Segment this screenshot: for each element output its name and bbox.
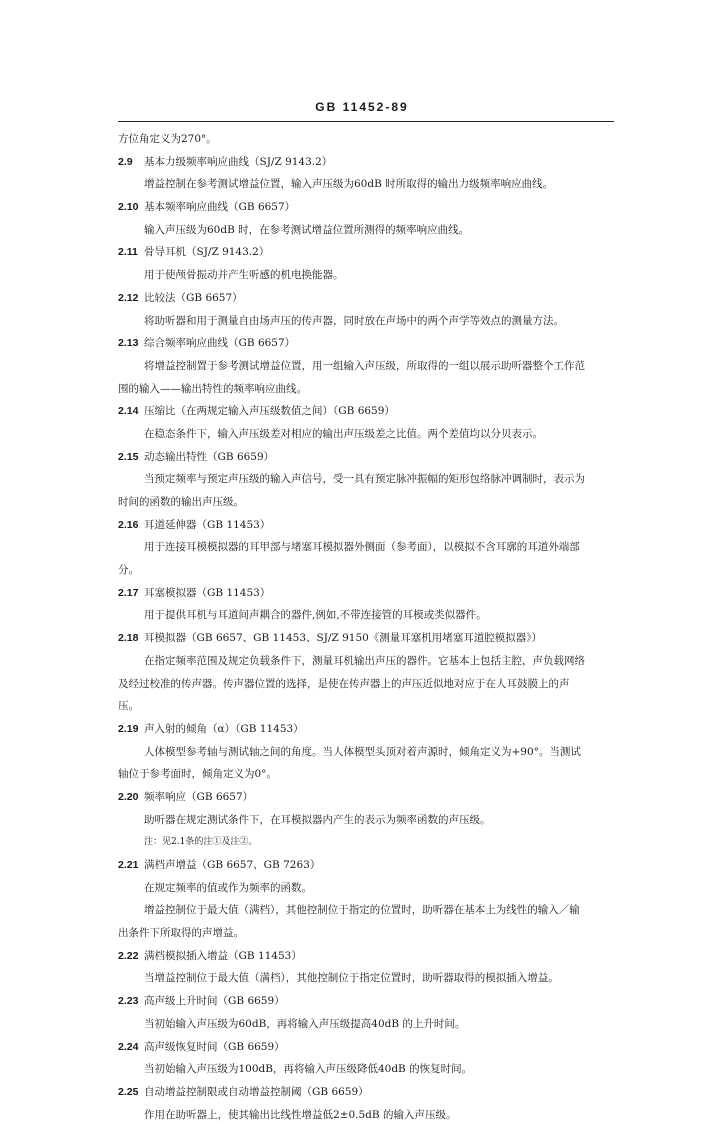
- clause-title: 自动增益控制限或自动增益控制阈（GB 6659）: [144, 1085, 369, 1098]
- header-rule: [118, 121, 614, 122]
- clause-heading: [118, 196, 614, 219]
- body-text-line: 轴位于参考面时，倾角定义为0°。: [118, 768, 277, 781]
- body-text-line: 人体模型参考轴与测试轴之间的角度。当人体模型头顶对着声源时，倾角定义为+90°。当测试: [144, 745, 581, 758]
- clause-title: 骨导耳机（SJ/Z 9143.2）: [144, 246, 270, 259]
- body-text-line: 及经过校准的传声器。传声器位置的选择，是使在传声器上的声压近似地对应于在人耳鼓膜上的声: [118, 677, 570, 690]
- clause-title: 高声级上升时间（GB 6659）: [144, 995, 285, 1008]
- body-text-line: 用于使颅骨振动并产生听感的机电换能器。: [144, 269, 344, 282]
- clause-title: 声入射的倾角（α）（GB 11453）: [144, 722, 304, 735]
- clause-number: 2.11: [118, 246, 138, 259]
- body-text-line: 在指定频率范围及规定负载条件下，测量耳机输出声压的器件。它基本上包括主腔，声负载网络: [144, 654, 585, 667]
- clause-heading: [118, 718, 614, 741]
- clause-heading: [118, 514, 614, 537]
- body-text-line: 围的输入——输出特性的频率响应曲线。: [118, 382, 307, 395]
- clause-heading: [118, 446, 614, 469]
- body-text-line: 增益控制在参考测试增益位置，输入声压级为60dB 时所取得的输出力级频率响应曲线。: [144, 178, 554, 191]
- body-text-line: 在规定频率的值或作为频率的函数。: [144, 881, 312, 894]
- clause-title: 基本力级频率响应曲线（SJ/Z 9143.2）: [144, 155, 333, 168]
- clause-title: 比较法（GB 6657）: [144, 291, 243, 304]
- body-text-line: 当初始输入声压级为100dB，再将输入声压级降低40dB 的恢复时间。: [144, 1063, 473, 1076]
- clause-number: 2.24: [118, 1040, 139, 1053]
- clause-heading: [118, 854, 614, 877]
- clause-heading: [118, 786, 614, 809]
- clause-number: 2.17: [118, 586, 139, 599]
- clause-heading: [118, 151, 614, 174]
- clause-number: 2.18: [118, 632, 139, 645]
- clause-heading: [118, 582, 614, 605]
- clause-number: 2.22: [118, 949, 139, 962]
- body-text-line: 助听器在规定测试条件下，在耳模拟器内产生的表示为频率函数的声压级。: [144, 813, 491, 826]
- clause-title: 满档声增益（GB 6657、GB 7263）: [144, 859, 321, 871]
- clause-heading: [118, 627, 614, 650]
- body-text-line: 方位角定义为270°。: [118, 133, 217, 145]
- clause-heading: [118, 400, 614, 423]
- clause-title: 综合频率响应曲线（GB 6657）: [144, 337, 296, 350]
- clause-title: 耳模拟器（GB 6657、GB 11453、SJ/Z 9150《测量耳塞机用堵塞耳道腔模拟器》）: [144, 632, 543, 645]
- clause-heading: [118, 990, 614, 1013]
- body-text-line: 当初始输入声压级为60dB，再将输入声压级提高40dB 的上升时间。: [144, 1017, 466, 1030]
- body-text-line: 用于提供耳机与耳道间声耦合的器件,例如,不带连接管的耳模或类似器件。: [144, 609, 487, 622]
- clause-number: 2.19: [118, 722, 139, 735]
- clause-title: 耳塞模拟器（GB 11453）: [144, 586, 271, 599]
- clause-title: 耳道延伸器（GB 11453）: [144, 518, 271, 531]
- body-text-line: 当预定频率与预定声压级的输入声信号，受一具有预定脉冲振幅的矩形包络脉冲调制时，表示为: [144, 473, 585, 486]
- document-body: [118, 128, 614, 1126]
- clause-number: 2.25: [118, 1085, 139, 1098]
- clause-number: 2.13: [118, 337, 139, 350]
- body-text-line: 作用在助听器上，使其输出比线性增益低2±0.5dB 的输入声压级。: [144, 1108, 457, 1121]
- clause-number: 2.21: [118, 859, 139, 871]
- clause-number: 2.9: [118, 155, 133, 168]
- body-text-line: 将助听器和用于测量自由场声压的传声器，同时放在声场中的两个声学等效点的测量方法。: [144, 314, 564, 327]
- clause-heading: [118, 1081, 614, 1104]
- clause-number: 2.14: [118, 405, 139, 418]
- clause-title: 动态输出特性（GB 6659）: [144, 450, 275, 463]
- clause-title: 满档模拟插入增益（GB 11453）: [144, 949, 302, 962]
- clause-heading: [118, 945, 614, 968]
- clause-title: 高声级恢复时间（GB 6659）: [144, 1040, 285, 1053]
- body-text-line: 在稳态条件下，输入声压级差对相应的输出声压级差之比值。两个差值均以分贝表示。: [144, 427, 543, 440]
- clause-number: 2.12: [118, 291, 139, 304]
- clause-heading: [118, 332, 614, 355]
- clause-number: 2.10: [118, 201, 139, 214]
- clause-number: 2.15: [118, 450, 139, 463]
- body-text-line: 增益控制位于最大值（满档），其他控制位于指定的位置时，助听器在基本上为线性的输入／输: [144, 904, 580, 917]
- clause-title: 压缩比（在两规定输入声压级数值之间）（GB 6659）: [144, 405, 395, 418]
- body-text-line: 压。: [118, 700, 139, 713]
- clause-number: 2.16: [118, 518, 139, 531]
- body-text-line: 出条件下所取得的声增益。: [118, 927, 244, 940]
- clause-number: 2.20: [118, 790, 139, 803]
- clause-heading: [118, 287, 614, 310]
- clause-heading: [118, 241, 614, 264]
- body-text-line: 输入声压级为60dB 时，在参考测试增益位置所测得的频率响应曲线。: [144, 223, 470, 236]
- clause-title: 基本频率响应曲线（GB 6657）: [144, 201, 296, 214]
- clause-number: 2.23: [118, 995, 139, 1008]
- body-text-line: 用于连接耳模模拟器的耳甲部与堵塞耳模拟器外侧面（参考面），以模拟不含耳廓的耳道外端部: [144, 541, 580, 554]
- clause-title: 频率响应（GB 6657）: [144, 790, 254, 803]
- body-text-line: 时间的函数的输出声压级。: [118, 496, 244, 508]
- document-header: GB 11452-89: [315, 100, 409, 114]
- body-text-line: 当增益控制位于最大值（满档），其他控制位于指定位置时，助听器取得的模拟插入增益。: [144, 972, 559, 985]
- body-text-line: 分。: [118, 564, 139, 577]
- body-text-line: 将增益控制置于参考测试增益位置，用一组输入声压级，所取得的一组以展示助听器整个工作范: [144, 359, 585, 372]
- clause-heading: [118, 1036, 614, 1059]
- note-line: 注：见2.1条的注①及注②。: [144, 837, 258, 848]
